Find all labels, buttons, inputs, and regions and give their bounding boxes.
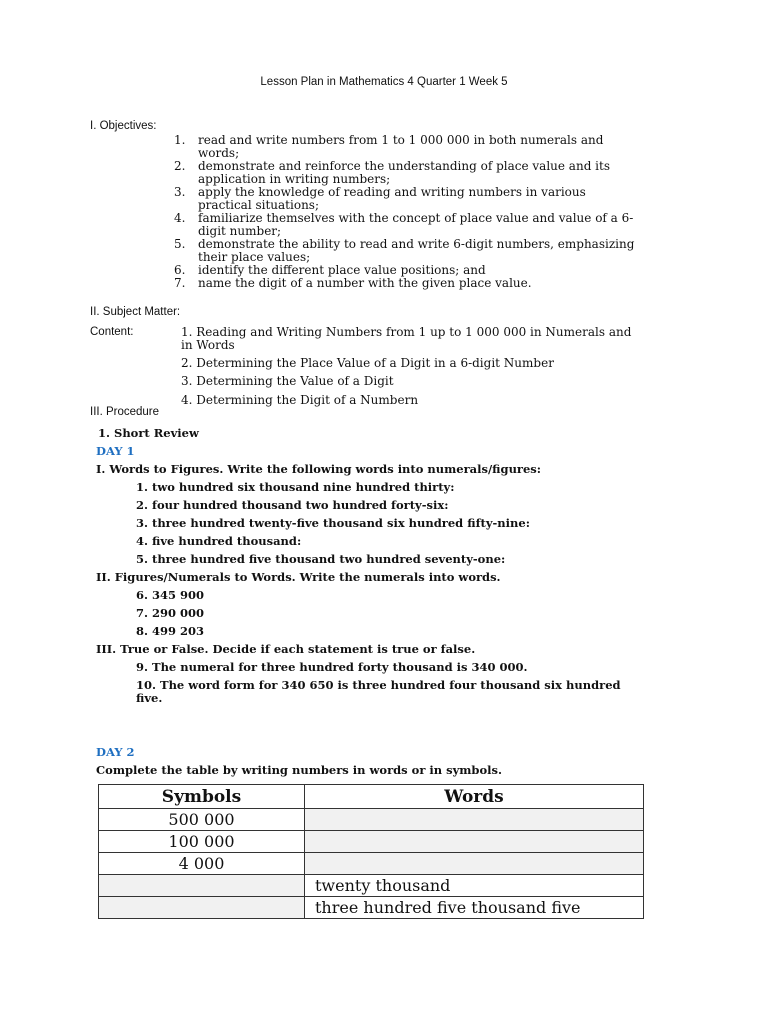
objective-number: 6. <box>174 263 186 277</box>
objective-text: apply the knowledge of reading and writing numbers in various <box>198 185 586 199</box>
table-row <box>99 897 644 919</box>
objective-text-cont: digit number; <box>198 224 282 238</box>
review-item <box>136 679 621 705</box>
words-cell: three hundred five thousand five <box>305 897 644 919</box>
objective-number: 7. <box>174 276 186 290</box>
words-cell: twenty thousand <box>305 875 644 897</box>
part2-instruction: II. Figures/Numerals to Words. Write the numerals into words. <box>96 570 501 584</box>
symbols-cell[interactable] <box>99 875 305 897</box>
review-item: 7. 290 000 <box>136 606 205 620</box>
content-item: 3. Determining the Value of a Digit <box>181 374 394 388</box>
table-row <box>99 831 644 853</box>
content-item: 4. Determining the Digit of a Numbern <box>181 393 419 407</box>
review-item-text-cont: five. <box>136 691 163 705</box>
objective-text: identify the different place value positions; and <box>198 263 486 277</box>
table-row <box>99 809 644 831</box>
review-item: 9. The numeral for three hundred forty thousand is 340 000. <box>136 660 528 674</box>
content-text: 1. Reading and Writing Numbers from 1 up to 1 000 000 in Numerals and <box>181 325 632 339</box>
words-header: Words <box>305 785 644 809</box>
objective-text-cont: words; <box>198 146 240 160</box>
objective-number: 1. <box>174 133 186 147</box>
content-text-cont: in Words <box>181 338 235 352</box>
table-header-row <box>99 785 644 809</box>
objective-text: demonstrate the ability to read and write 6-digit numbers, emphasizing <box>198 237 635 251</box>
review-item: 6. 345 900 <box>136 588 205 602</box>
words-cell[interactable] <box>305 809 644 831</box>
day1-label: DAY 1 <box>96 444 135 458</box>
symbols-cell: 500 000 <box>99 809 305 831</box>
objective-text: read and write numbers from 1 to 1 000 000 in both numerals and <box>198 133 604 147</box>
document-title: Lesson Plan in Mathematics 4 Quarter 1 Week 5 <box>260 76 508 88</box>
symbols-cell[interactable] <box>99 897 305 919</box>
objective-text-cont: practical situations; <box>198 198 319 212</box>
numbers-table <box>98 784 644 919</box>
symbols-cell: 4 000 <box>99 853 305 875</box>
symbols-header: Symbols <box>99 785 305 809</box>
objective-number: 3. <box>174 185 186 199</box>
subject-matter-heading: II. Subject Matter: <box>90 306 181 318</box>
part1-instruction: I. Words to Figures. Write the following words into numerals/figures: <box>96 462 542 476</box>
review-item-text: 10. The word form for 340 650 is three hundred four thousand six hundred <box>136 678 621 692</box>
review-item: 8. 499 203 <box>136 624 205 638</box>
objective-text: name the digit of a number with the given place value. <box>198 276 532 290</box>
words-cell[interactable] <box>305 853 644 875</box>
review-item: 1. two hundred six thousand nine hundred thirty: <box>136 480 455 494</box>
content-item: 2. Determining the Place Value of a Digit in a 6-digit Number <box>181 356 554 370</box>
content-item <box>181 326 631 352</box>
review-item: 2. four hundred thousand two hundred forty-six: <box>136 498 449 512</box>
review-item: 5. three hundred five thousand two hundred seventy-one: <box>136 552 506 566</box>
review-item: 3. three hundred twenty-five thousand six hundred fifty-nine: <box>136 516 530 530</box>
content-label: Content: <box>90 326 134 338</box>
symbols-cell: 100 000 <box>99 831 305 853</box>
short-review-heading: 1. Short Review <box>98 426 199 440</box>
objective-number: 5. <box>174 237 186 251</box>
part3-instruction: III. True or False. Decide if each statement is true or false. <box>96 642 476 656</box>
procedure-heading: III. Procedure <box>90 406 160 418</box>
objective-text: familiarize themselves with the concept of place value and value of a 6- <box>198 211 634 225</box>
review-item: 4. five hundred thousand: <box>136 534 302 548</box>
table-row <box>99 853 644 875</box>
table-row <box>99 875 644 897</box>
objective-text-cont: their place values; <box>198 250 311 264</box>
objective-number: 4. <box>174 211 186 225</box>
objectives-heading: I. Objectives: <box>90 120 157 132</box>
objective-text: demonstrate and reinforce the understanding of place value and its <box>198 159 611 173</box>
table-instruction: Complete the table by writing numbers in words or in symbols. <box>96 763 502 777</box>
day2-label: DAY 2 <box>96 745 135 759</box>
objective-text-cont: application in writing numbers; <box>198 172 391 186</box>
objective-number: 2. <box>174 159 186 173</box>
words-cell[interactable] <box>305 831 644 853</box>
